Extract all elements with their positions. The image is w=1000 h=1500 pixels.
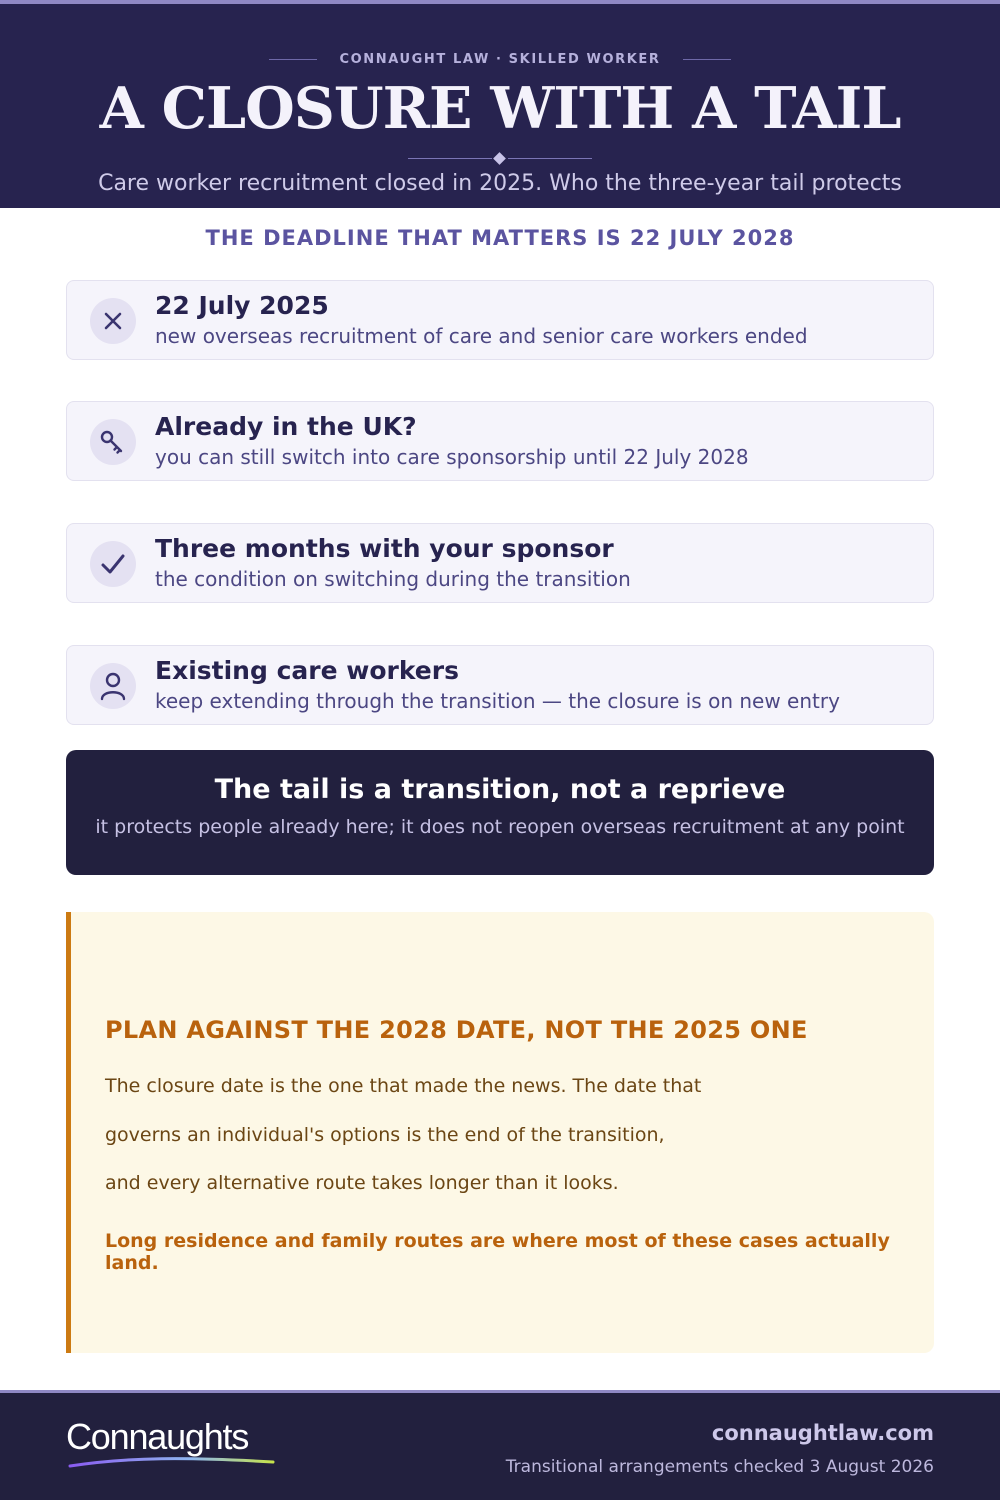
advice-heading: PLAN AGAINST THE 2028 DATE, NOT THE 2025 ONE bbox=[105, 1016, 808, 1044]
card-title: Three months with your sponsor bbox=[155, 534, 614, 563]
card-text: you can still switch into care sponsorship until 22 July 2028 bbox=[155, 445, 749, 469]
card-text: new overseas recruitment of care and senior care workers ended bbox=[155, 324, 808, 348]
website-link[interactable]: connaughtlaw.com bbox=[711, 1421, 934, 1445]
card-text: keep extending through the transition — the closure is on new entry bbox=[155, 689, 840, 713]
callout-text: it protects people already here; it does not reopen overseas recruitment at any point bbox=[95, 816, 905, 838]
checked-date: Transitional arrangements checked 3 August 2026 bbox=[505, 1457, 934, 1477]
logo-swoosh-icon bbox=[68, 1455, 278, 1469]
person-icon bbox=[90, 663, 136, 709]
divider bbox=[683, 59, 731, 60]
transition-callout bbox=[66, 750, 934, 875]
footer bbox=[0, 1390, 1000, 1500]
card-title: Existing care workers bbox=[155, 656, 459, 685]
card-already-in-uk bbox=[66, 401, 934, 481]
logo-wordmark: Connaughts bbox=[66, 1416, 249, 1457]
brand-logo[interactable] bbox=[66, 1417, 286, 1477]
eyebrow-row bbox=[0, 52, 1000, 67]
key-icon bbox=[90, 419, 136, 465]
title-ornament bbox=[408, 153, 592, 165]
advice-line: and every alternative route takes longer than it looks. bbox=[105, 1172, 619, 1194]
card-sponsor-condition bbox=[66, 523, 934, 603]
page-title: A CLOSURE WITH A TAIL bbox=[99, 75, 901, 142]
advice-panel bbox=[66, 912, 934, 1353]
close-icon bbox=[90, 298, 136, 344]
card-title: 22 July 2025 bbox=[155, 291, 329, 320]
callout-heading: The tail is a transition, not a reprieve bbox=[214, 774, 786, 805]
card-existing-workers bbox=[66, 645, 934, 725]
divider bbox=[269, 59, 317, 60]
header-banner bbox=[0, 0, 1000, 208]
advice-emphasis: Long residence and family routes are where most of these cases actually land. bbox=[105, 1230, 890, 1274]
diamond-icon bbox=[493, 152, 506, 165]
card-title: Already in the UK? bbox=[155, 412, 417, 441]
check-icon bbox=[90, 541, 136, 587]
card-closure-date bbox=[66, 280, 934, 360]
advice-line: governs an individual's options is the end of the transition, bbox=[105, 1124, 665, 1146]
page-subtitle: Care worker recruitment closed in 2025. Who the three-year tail protects bbox=[98, 171, 902, 196]
card-text: the condition on switching during the transition bbox=[155, 567, 631, 591]
advice-line: The closure date is the one that made the news. The date that bbox=[105, 1075, 702, 1097]
eyebrow: CONNAUGHT LAW · SKILLED WORKER bbox=[339, 52, 661, 67]
deadline-kicker: THE DEADLINE THAT MATTERS IS 22 JULY 2028 bbox=[205, 226, 795, 250]
